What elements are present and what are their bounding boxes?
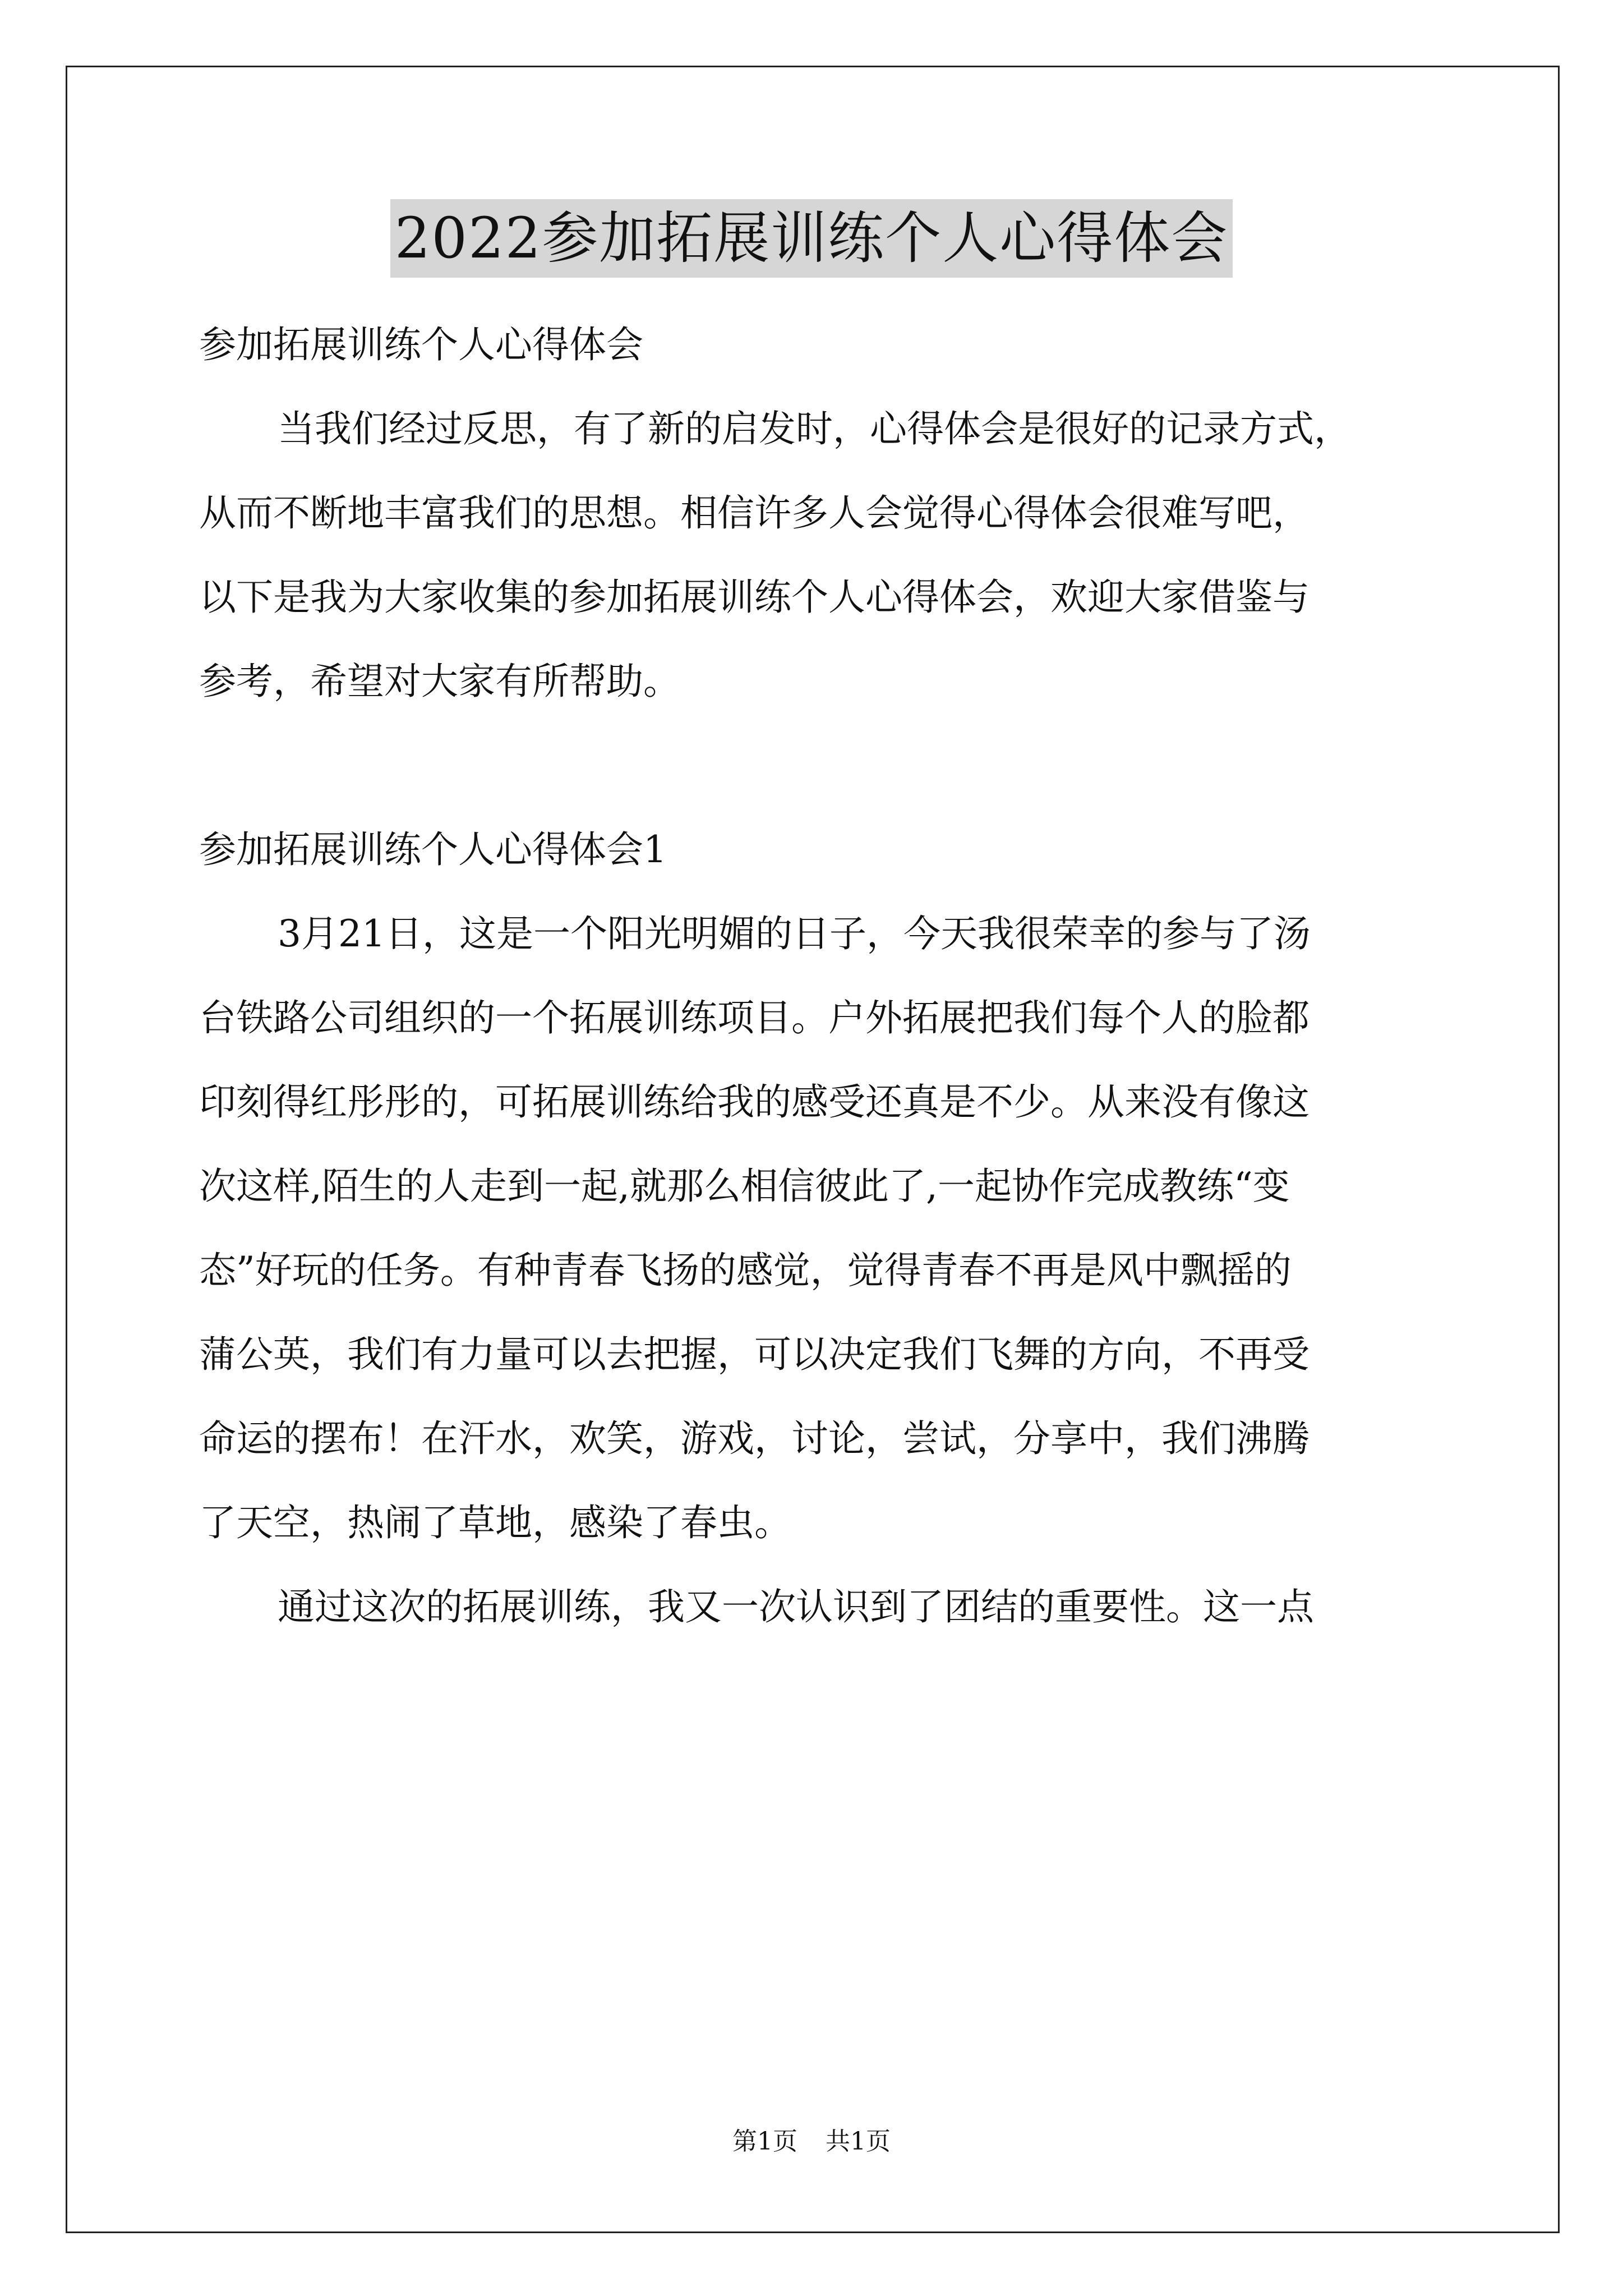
document-title: 2022参加拓展训练个人心得体会 xyxy=(390,199,1233,278)
document-body xyxy=(199,303,1433,1649)
section-line: 3月21日，这是一个阳光明媚的日子，今天我很荣幸的参与了汤 xyxy=(278,912,1311,955)
title-wrap xyxy=(0,199,1623,278)
intro-line: 从而不断地丰富我们的思想。相信许多人会觉得心得体会很难写吧， xyxy=(199,491,1310,535)
paragraph-gap xyxy=(199,724,1433,808)
next-paragraph-line: 通过这次的拓展训练，我又一次认识到了团结的重要性。这一点 xyxy=(278,1585,1314,1628)
section-line: 了天空，热闹了草地，感染了春虫。 xyxy=(199,1501,791,1544)
section-line: 蒲公英，我们有力量可以去把握，可以决定我们飞舞的方向，不再受 xyxy=(199,1333,1310,1376)
intro-line: 参考，希望对大家有所帮助。 xyxy=(199,660,680,703)
section-line: 态”好玩的任务。有种青春飞扬的感觉，觉得青春不再是风中飘摇的 xyxy=(199,1249,1292,1292)
page-number-current: 第1页 xyxy=(732,2127,797,2156)
page-number-total: 共1页 xyxy=(826,2127,891,2156)
section-line: 印刻得红彤彤的，可拓展训练给我的感受还真是不少。从来没有像这 xyxy=(199,1080,1310,1124)
page-footer xyxy=(0,2125,1623,2159)
document-subtitle: 参加拓展训练个人心得体会 xyxy=(199,323,643,366)
section-line: 命运的摆布！在汗水，欢笑，游戏，讨论，尝试，分享中，我们沸腾 xyxy=(199,1417,1310,1460)
section-line: 台铁路公司组织的一个拓展训练项目。户外拓展把我们每个人的脸都 xyxy=(199,996,1310,1039)
section-line: 次这样,陌生的人走到一起,就那么相信彼此了,一起协作完成教练“变 xyxy=(199,1165,1290,1208)
intro-line: 以下是我为大家收集的参加拓展训练个人心得体会，欢迎大家借鉴与 xyxy=(199,576,1310,619)
section-heading: 参加拓展训练个人心得体会1 xyxy=(199,828,667,871)
intro-line: 当我们经过反思，有了新的启发时，心得体会是很好的记录方式， xyxy=(278,407,1351,450)
